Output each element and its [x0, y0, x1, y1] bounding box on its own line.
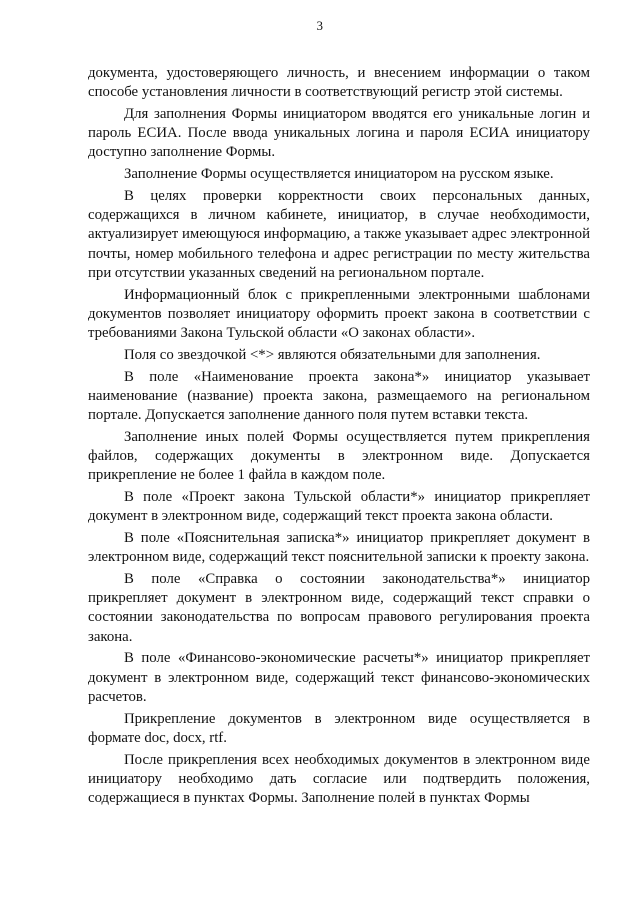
paragraph: Для заполнения Формы инициатором вводятся его уникальные логин и пароль ЕСИА. После ввода уникальных логина и пароля ЕСИА инициатору доступно заполнение Формы.: [88, 106, 590, 161]
paragraph: В поле «Наименование проекта закона*» инициатор указывает наименование (название) проекта закона, размещаемого на региональном портале. Допускается заполнение данного поля путем вставки текста.: [88, 368, 590, 424]
paragraph: В поле «Проект закона Тульской области*» инициатор прикрепляет документ в электронном виде, содержащий текст проекта закона области.: [88, 489, 590, 525]
paragraph: документа, удостоверяющего личность, и внесением информации о таком способе установления личности в соответствующий регистр этой системы.: [88, 65, 590, 101]
paragraph: Прикрепление документов в электронном виде осуществляется в формате doc, docx, rtf.: [88, 710, 590, 746]
paragraph: Заполнение иных полей Формы осуществляется путем прикрепления файлов, содержащих документы в электронном виде. Допускается прикрепление не более 1 файла в каждом поле.: [88, 428, 590, 484]
paragraph: После прикрепления всех необходимых документов в электронном виде инициатору необходимо дать согласие или подтвердить положения, содержащиеся в пунктах Формы. Заполнение полей в пунктах Формы: [88, 751, 590, 807]
page-number: 3: [316, 18, 324, 33]
paragraph: Поля со звездочкой <*> являются обязательными для заполнения.: [124, 346, 541, 363]
paragraph: Заполнение Формы осуществляется инициатором на русском языке.: [124, 166, 554, 183]
paragraph: В целях проверки корректности своих персональных данных, содержащихся в личном кабинете, инициатор, в случае необходимости, актуализирует имеющуюся информацию, а также указывает адрес электронной почты, номер мобильного телефона и адрес регистрации по месту жительства при отсутствии указанных сведений на региональном портале.: [88, 188, 590, 281]
paragraph: В поле «Справка о состоянии законодательства*» инициатор прикрепляет документ в электронном виде, содержащий текст справки о состоянии законодательства по вопросам правового регулирования проекта закона.: [88, 571, 590, 645]
paragraph: В поле «Пояснительная записка*» инициатор прикрепляет документ в электронном виде, содержащий текст пояснительной записки к проекту закона.: [88, 530, 590, 566]
paragraph: Информационный блок с прикрепленными электронными шаблонами документов позволяет инициатору оформить проект закона в соответствии с требованиями Закона Тульской области «О законах области».: [88, 286, 590, 342]
document-body: [88, 64, 590, 811]
paragraph: В поле «Финансово-экономические расчеты*» инициатор прикрепляет документ в электронном виде, содержащий текст финансово-экономических расчетов.: [88, 650, 590, 705]
